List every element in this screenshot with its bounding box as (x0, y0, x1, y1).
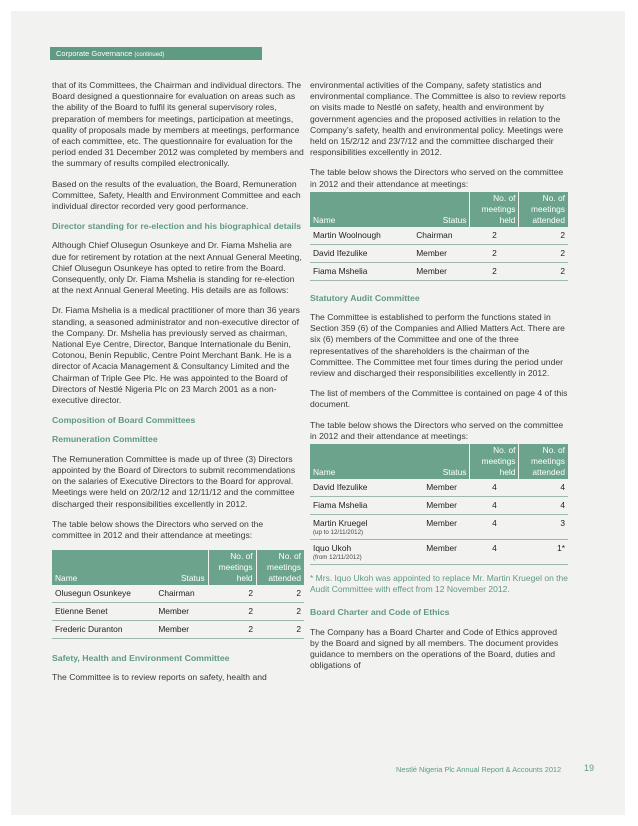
table-row (310, 479, 568, 497)
meetings-held: 2 (470, 227, 519, 245)
meetings-held: 4 (470, 497, 519, 515)
director-status: Member (413, 244, 470, 262)
remuneration-paragraph: The Remuneration Committee is made up of three (3) Directors appointed by the Board of Directors to submit recommendations on the salaries of Executive Directors to the Board for approval. Meetings were held on 20/2/12 and 12/11/12 and the committee discharged their responsibilities excellently in 2012. (52, 453, 296, 509)
reelection-paragraph: Although Chief Olusegun Osunkeye and Dr. Fiama Mshelia are due for retirement by rotation at the next Annual General Meeting, Chief Olusegun Osunkeye has opted to retire from the Board. Consequently, only Dr. Fiama Mshelia is standing for re-election at the next Annual General Meeting. His details are as follows: (52, 240, 302, 296)
header-status: Status (413, 444, 470, 479)
reelection-heading: Director standing for re-election and his biographical details (52, 221, 302, 232)
meetings-attended: 4 (519, 479, 568, 497)
page-number: 19 (584, 763, 595, 773)
table-row (310, 497, 568, 515)
biography-paragraph: Dr. Fiama Mshelia is a medical practitioner of more than 36 years standing, a seasoned administrator and non-executive director of the Company. Dr. Mshelia has previously served as chairman, National Eye Centre, Director, Banque Internationale du Benin, Cotonou, Benin Republic, Centre Point Merchant Bank. He is a director of Acacia Management & Consultancy Limited and the Chairman of Triple Gee Plc. He was appointed to the Board of Directors of Nestlé Nigeria Plc on 23 March 2001 as a non-executive director. (52, 305, 300, 406)
header-name: Name (52, 550, 155, 585)
director-name: Iquo Ukoh (313, 543, 352, 554)
director-name: David Ifezulike (310, 244, 413, 262)
meetings-held: 4 (470, 540, 519, 565)
evaluation-results-paragraph: Based on the results of the evaluation, the Board, Remuneration Committee, Safety, Health and Environment Committee and each individual director recorded very good performance. (52, 178, 301, 212)
section-title: Corporate Governance (56, 49, 133, 58)
director-status: Chairman (413, 227, 470, 245)
header-meetings-attended: No. of meetings attended (519, 444, 568, 479)
header-meetings-held: No. of meetings held (470, 444, 519, 479)
safety-table-intro: The table below shows the Directors who served on the committee in 2012 and their attendance at meetings: (310, 167, 564, 189)
header-status: Status (155, 550, 208, 585)
meetings-held: 2 (208, 603, 256, 621)
director-name: Frederic Duranton (52, 621, 155, 639)
director-name: Martin Kruegel (313, 518, 368, 529)
table-row (310, 540, 568, 565)
meetings-held: 2 (208, 585, 256, 603)
header-meetings-attended: No. of meetings attended (256, 550, 304, 585)
meetings-held: 4 (470, 515, 519, 540)
audit-table-intro: The table below shows the Directors who served on the committee in 2012 and their attendance at meetings: (310, 419, 564, 441)
remuneration-committee-heading: Remuneration Committee (52, 434, 158, 445)
left-column (52, 80, 304, 693)
table-row (52, 585, 304, 603)
director-name: Fiama Mshelia (310, 262, 413, 280)
section-continued-label: (continued) (134, 52, 165, 58)
director-status: Member (155, 603, 208, 621)
audit-footnote: * Mrs. Iquo Ukoh was appointed to replace Mr. Martin Kruegel on the Audit Committee with effect from 12 November 2012. (310, 573, 568, 595)
director-name-cell (310, 515, 413, 540)
audit-attendance-table (310, 444, 568, 565)
meetings-held: 4 (470, 479, 519, 497)
meetings-attended: 1* (519, 540, 568, 565)
evaluation-paragraph: that of its Committees, the Chairman and individual directors. The Board designed a questionnaire for evaluation on areas such as the ability of the Board to fulfil its general supervisory roles, preparation of members for meetings, participation at meetings, quality of proposals made by members at meetings, performance of each committee, etc. The questionnaire for evaluation for the period ended 31 December 2012 was completed by members and the summary of results compiled electronically. (52, 80, 304, 169)
meetings-attended: 2 (256, 621, 304, 639)
safety-committee-heading: Safety, Health and Environment Committee (52, 653, 230, 664)
remuneration-attendance-table (52, 550, 304, 639)
meetings-held: 2 (470, 244, 519, 262)
safety-attendance-table (310, 192, 568, 281)
audit-committee-heading: Statutory Audit Committee (310, 292, 420, 303)
director-status: Member (413, 262, 470, 280)
remuneration-table-intro: The table below shows the Directors who served on the committee in 2012 and their attendance at meetings: (52, 518, 264, 540)
director-name: David Ifezulike (310, 479, 413, 497)
table-row (52, 603, 304, 621)
director-name: Etienne Benet (52, 603, 155, 621)
table-row (52, 621, 304, 639)
table-row (310, 227, 568, 245)
audit-paragraph: The Committee is established to perform the functions stated in Section 359 (6) of the Companies and Allied Matters Act. There are six (6) members of the Committee and one of the three representatives of the shareholders is the chairman of the Committee. The Committee met four times during the period under review and discharged their responsibilities excellently in 2012. (310, 312, 565, 379)
header-meetings-attended: No. of meetings attended (519, 192, 568, 227)
meetings-attended: 4 (519, 497, 568, 515)
board-charter-paragraph: The Company has a Board Charter and Code of Ethics approved by the Board and signed by all members. The document provides guidance to members on the operations of the Board, duties and obligations of (310, 626, 559, 671)
director-status: Member (413, 515, 470, 540)
header-name: Name (310, 192, 413, 227)
table-row (310, 515, 568, 540)
footer-report-title: Nestlé Nigeria Plc Annual Report & Accounts 2012 (396, 765, 562, 774)
table-row (310, 262, 568, 280)
meetings-attended: 2 (519, 227, 568, 245)
table-header-row (52, 550, 304, 585)
safety-paragraph-continued: environmental activities of the Company, safety statistics and environmental compliance. The Committee is also to review reports on visits made to Nestlé on safety, health and environment by government agencies and the proposed activities in relation to the Company’s safety, health and environmental policy. Meetings were held on 15/2/12 and 23/7/12 and the committee discharged their responsibilities excellently in 2012. (310, 80, 566, 158)
audit-members-paragraph: The list of members of the Committee is contained on page 4 of this document. (310, 388, 568, 410)
meetings-attended: 3 (519, 515, 568, 540)
meetings-attended: 2 (519, 244, 568, 262)
meetings-attended: 2 (519, 262, 568, 280)
board-charter-heading: Board Charter and Code of Ethics (310, 607, 450, 618)
director-status: Member (413, 479, 470, 497)
tenure-note: (up to 12/11/2012) (313, 529, 364, 537)
director-status: Chairman (155, 585, 208, 603)
director-name-cell (310, 540, 413, 565)
meetings-held: 2 (470, 262, 519, 280)
director-status: Member (413, 540, 470, 565)
meetings-held: 2 (208, 621, 256, 639)
director-name: Fiama Mshelia (310, 497, 413, 515)
header-name: Name (310, 444, 413, 479)
meetings-attended: 2 (256, 603, 304, 621)
director-name: Martin Woolnough (310, 227, 413, 245)
header-meetings-held: No. of meetings held (208, 550, 256, 585)
meetings-attended: 2 (256, 585, 304, 603)
table-header-row (310, 192, 568, 227)
header-status: Status (413, 192, 470, 227)
board-committees-heading: Composition of Board Committees (52, 415, 196, 426)
tenure-note: (from 12/11/2012) (313, 554, 362, 562)
table-header-row (310, 444, 568, 479)
safety-paragraph-start: The Committee is to review reports on safety, health and (52, 672, 267, 683)
director-status: Member (155, 621, 208, 639)
header-meetings-held: No. of meetings held (470, 192, 519, 227)
section-header-bar (50, 47, 262, 60)
director-status: Member (413, 497, 470, 515)
right-column (310, 80, 568, 680)
table-row (310, 244, 568, 262)
director-name: Olusegun Osunkeye (52, 585, 155, 603)
